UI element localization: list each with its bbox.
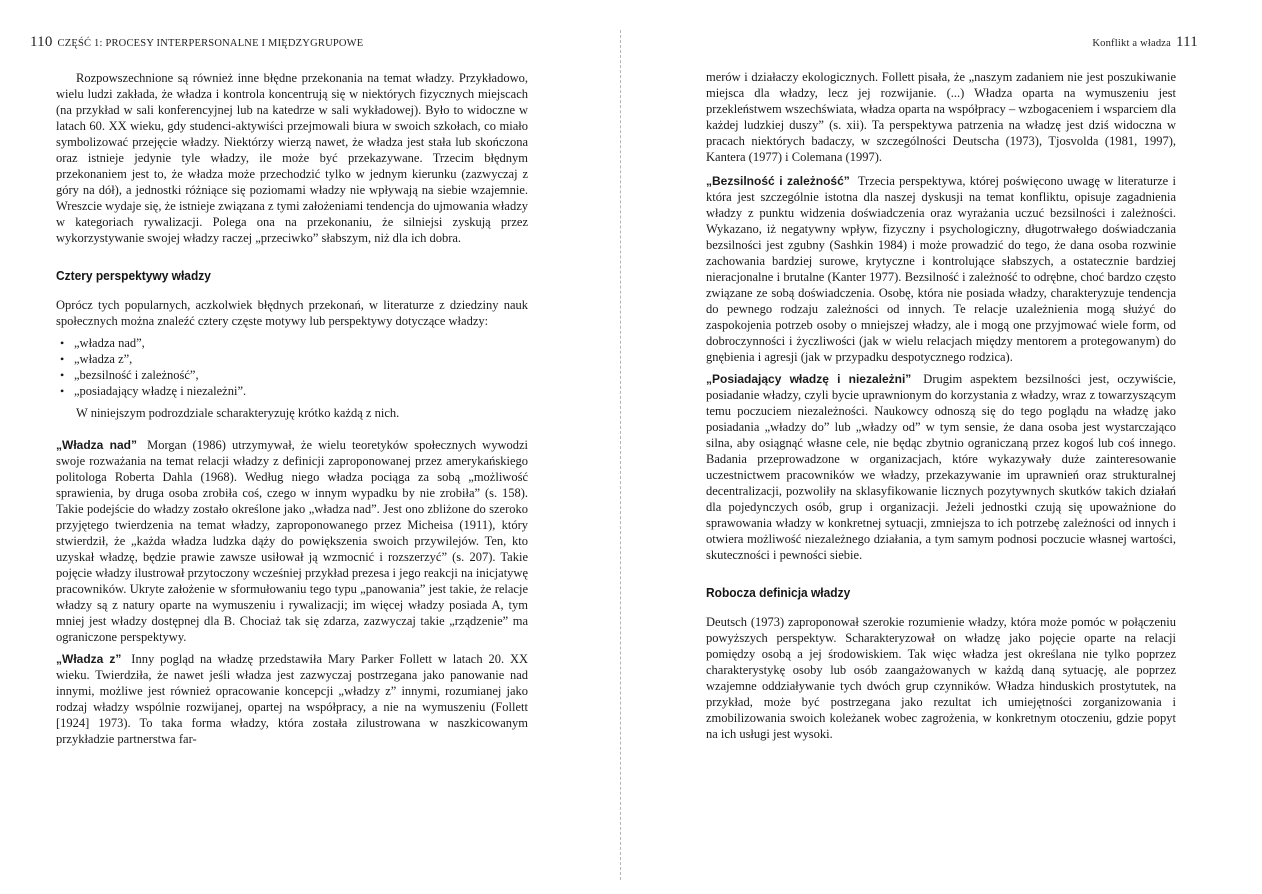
page-gutter-divider: [620, 30, 622, 880]
right-page-number: 111: [1176, 34, 1198, 50]
definition-paragraph: Deutsch (1973) zaproponował szerokie rozumienie władzy, która może pomóc w połączeniu powyższych perspektyw. Scharakteryzował on władzę jako pojęcie oparte na relacji pomiędzy osobą a jej środowiskiem. Tak więc władza jest określana nie tylko poprzez charakterystykę osoby lub osób zaangażowanych w każdą daną sytuację, ale poprzez wzajemne oddziaływanie tych dwóch grup czynników. Władza hinduskich prostytutek, na przykład, może być postrzegana jako rezultat ich umiejętności zorganizowania i zmobilizowania swoich koleżanek wobec zagrożenia, w konkretnym otoczeniu, gdzie popyt na ich usługi jest wysoki.: [706, 615, 1176, 741]
section-intro-paragraph: Oprócz tych popularnych, aczkolwiek błędnych przekonań, w literaturze z dziedziny nauk społecznych można znaleźć cztery częste motywy lub perspektywy dotyczące władzy:: [56, 298, 528, 328]
after-list-paragraph: W niniejszym podrozdziale scharakteryzuję krótko każdą z nich.: [76, 406, 400, 420]
empowered-runin-heading: „Posiadający władzę i niezależni”: [706, 372, 912, 386]
power-with-text: Inny pogląd na władzę przedstawiła Mary Parker Follett w latach 20. XX wieku. Twierdziła, że nawet jeśli władza jest zazwyczaj postrzegana jako panowanie nad innymi, możliwe jest również opracowanie koncepcji „władzy z” innymi, rozumianej jako rodzaj władzy wspólnie rozwijanej, opartej na współpracy, a nie na wymuszeniu (Follett [1924] 1973). To taka forma władzy, która została zilustrowana w naszkicowanym przykładzie partnerstwa far-: [56, 652, 529, 746]
right-page-content: [706, 69, 1176, 742]
left-running-title: CZĘŚĆ 1: PROCESY INTERPERSONALNE I MIĘDZYGRUPOWE: [57, 38, 364, 49]
list-item: • „bezsilność i zależność”,: [74, 367, 528, 383]
list-item: • „posiadający władzę i niezależni”.: [74, 383, 528, 399]
intro-paragraph: Rozpowszechnione są również inne błędne przekonania na temat władzy. Przykładowo, wielu ludzi zakłada, że władza i kontrola koncentrują się w niektórych fizycznych miejscach (na przykład w sali konferencyjnej lub na katedrze w sali wykładowej). Było to widoczne w latach 60. XX wieku, gdy studenci-aktywiści przejmowali biura w swoich szkołach, co miało symbolizować przejęcie władzy. Niektórzy wierzą nawet, że władza jest stała lub skończona oraz istnieje jedynie tyle władzy, ile może być przekazywane. Trzecim błędnym przekonaniem jest to, że władza może przechodzić tylko w jednym kierunku (zazwyczaj z góry na dół), a jednostki różniące się poziomami władzy nie wpływają na siebie wzajemnie. Wreszcie wydaje się, że istnieje związana z tymi założeniami tendencja do ujmowania władzy w kategoriach rywalizacji. Polega ona na przekonaniu, że silniejsi zyskują przez wykorzystywanie swojej władzy raczej „przeciwko” słabszym, niż dla ich dobra.: [56, 71, 528, 245]
power-with-paragraph: [56, 651, 528, 747]
power-over-text: Morgan (1986) utrzymywał, że wielu teoretyków społecznych wywodzi swoje rozważania na temat relacji władzy z definicji zaproponowanej przez amerykańskiego politologa Roberta Dahla (1968). Według niego władza pociąga za sobą „możliwość sprawienia, by druga osoba zrobiła coś, czego w innym wypadku by nie zrobiła” (s. 158). Takie podejście do władzy zostało określone jako „władza nad”. Jest ono zbliżone do szeroko przyjętego twierdzenia na temat władzy, zaproponowanego przez Micheisa (1911), który stwierdził, że „każda władza ludzka dąży do powiększenia swoich przywilejów. Ten, kto uzyskał władzę, będzie prawie zawsze usiłował ją wzmocnić i rozszerzyć” (s. 207). Takie pojęcie władzy ilustrował przytoczony wcześniej przykład prezesa i jego reakcji na inicjatywę pracowników. Ukryte założenie w sformułowaniu tego typu „panowania” jest takie, że relacje władzy są z natury oparte na wymuszeniu i rywalizacji; im więcej władzy posiada A, tym mniej jest władzy dostępnej dla B. Chociaż tak się zdarza, zazwyczaj takie „rządzenie” ma ograniczone perspektywy.: [56, 438, 528, 644]
left-page-number: 110: [30, 34, 53, 50]
powerless-runin-heading: „Bezsilność i zależność”: [706, 174, 850, 188]
power-with-runin-heading: „Władza z”: [56, 652, 122, 666]
left-page-content: [56, 70, 528, 747]
empowered-text: Drugim aspektem bezsilności jest, oczywiście, posiadanie władzy, czyli bycie uprawnionym do korzystania z władzy, wraz z towarzyszącym temu poczuciem niezależności. Naukowcy odnoszą się do tego poglądu na władzę jako posiadania „władzy do” lub „władzy od” w tym sensie, że dana osoba jest wystarczająco silna, aby osiągnąć własne cele, nie będąc zbytnio ograniczaną przez kogoś lub coś innego. Badania przeprowadzone w organizacjach, które wykazywały duże zainteresowanie uczestnictwem pracowników we władzy, przekazywanie im uprawnień oraz strukturalnej decentralizacji, pozwoliły na sklasyfikowanie licznych pozytywnych skutków takich działań dla pojedynczych osób, grup i organizacji. Jeżeli jednostki czują się upoważnione do sprawowania władzy w konkretnej sytuacji, zmniejsza to ich potrzebę zależności od innych i otwiera możliwość niezależnego działania, a tym samym podnosi poczucie własnej wartości, skuteczności i pewności siebie.: [706, 372, 1176, 562]
section-heading-working-definition: Robocza definicja władzy: [706, 585, 851, 600]
right-running-title: Konflikt a władza: [1092, 38, 1171, 49]
continuation-paragraph: merów i działaczy ekologicznych. Follett pisała, że „naszym zadaniem nie jest poszukiwanie miejsca dla władzy, lecz jej rozwijanie. (...) Władza oparta na wymuszeniu jest przekleństwem wszechświata, władza oparta na współpracy – wzbogaceniem i wsparciem dla każdej ludzkiej duszy” (s. xii). Ta perspektywa patrzenia na władzę jest dziś widoczna w pracach niektórych badaczy, w szczególności Deutscha (1973), Tjosvolda (1981, 1997), Kantera (1977) i Colemana (1997).: [706, 70, 1176, 164]
power-over-runin-heading: „Władza nad”: [56, 438, 137, 452]
powerless-paragraph: [706, 173, 1176, 365]
left-running-head: [30, 34, 363, 51]
right-page: [630, 0, 1262, 894]
empowered-paragraph: [706, 371, 1176, 563]
right-running-head: [1092, 34, 1198, 51]
powerless-text: Trzecia perspektywa, której poświęcono uwagę w literaturze i która jest szczególnie istotna dla naszej dyskusji na temat konfliktu, opisuje zagadnienia władzy z punktu widzenia doświadczenia oraz wyrażania uczuć bezsilności i zależności. Wykazano, iż negatywny wpływ, fizyczny i psychologiczny, długotrwałego doświadczania bezsilności jest zgubny (Sashkin 1984) i może prowadzić do tego, że dana osoba rozwinie zachowania bardziej surowe, krytyczne i kontrolujące słabszych, a ostatecznie bardziej nieracjonalne i brutalne (Kanter 1977). Bezsilność i zależność to odrębne, choć bardzo często związane ze sobą doświadczenia. Osobę, która nie posiada władzy, charakteryzuje tendencja do pewnego rodzaju zależności od innych. Te relacje uzależnienia mogą służyć do zaspokojenia potrzeb osoby o mniejszej władzy, ale i mogą one przyjmować wiele form, od dobroczynności i życzliwości (jak w wielu relacjach między mentorem a protegowanym) do gnębienia i agresji (jak w przypadku despotycznego rodzica).: [706, 174, 1176, 364]
section-heading-four-perspectives: Cztery perspektywy władzy: [56, 268, 211, 283]
list-item: • „władza z”,: [74, 351, 528, 367]
perspectives-list: [56, 335, 528, 399]
power-over-paragraph: [56, 437, 528, 645]
left-page: [0, 0, 622, 894]
list-item: • „władza nad”,: [74, 335, 528, 351]
